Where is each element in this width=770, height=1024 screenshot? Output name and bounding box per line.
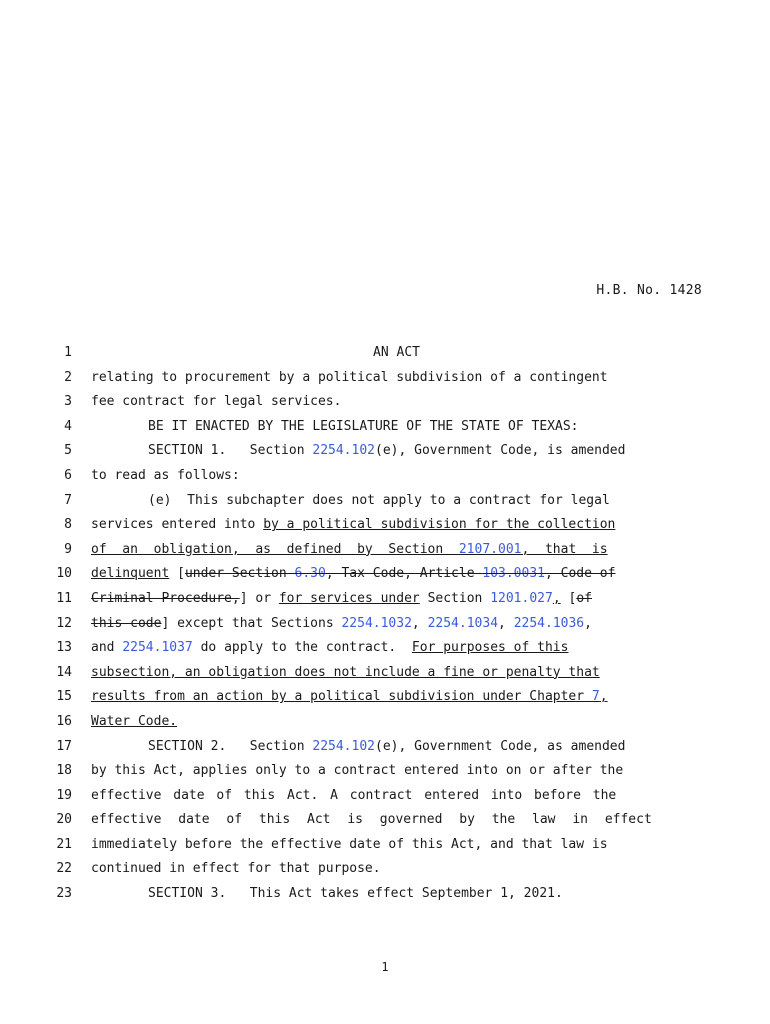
text-run: under Section — [184, 566, 295, 582]
line-11 — [0, 587, 770, 612]
line-17 — [0, 735, 770, 760]
text-run: SECTION 1. Section — [148, 443, 313, 459]
line-4 — [0, 415, 770, 440]
text-run: (e), Government Code, as amended — [375, 738, 626, 754]
text-run: , — [584, 615, 592, 631]
text-run: of an obligation, as defined by Section — [91, 541, 459, 557]
body-text — [91, 562, 702, 587]
page-number: 1 — [381, 960, 389, 974]
line-number: 20 — [56, 812, 72, 828]
statute-link[interactable]: 6.30 — [294, 566, 326, 582]
line-5 — [0, 439, 770, 464]
body-text — [91, 513, 702, 538]
inserted-text: For purposes of this — [411, 640, 569, 656]
statute-link[interactable]: 7 — [591, 689, 600, 705]
inserted-text: delinquent — [91, 566, 170, 582]
text-run: and — [91, 640, 123, 656]
deleted-text: Criminal Procedure, — [91, 590, 240, 606]
text-run: results from an action by a political subdivision under Chapter — [91, 689, 592, 705]
line-number: 3 — [64, 394, 72, 410]
inserted-text: subsection, an obligation does not include a fine or penalty that — [91, 664, 600, 680]
line-20 — [0, 808, 770, 833]
line-number: 16 — [56, 713, 72, 729]
text-run: , Tax Code, Article — [325, 566, 483, 582]
line-10 — [0, 562, 770, 587]
line-number: 7 — [64, 492, 72, 508]
inserted-text — [91, 685, 702, 710]
section-2-intro — [91, 735, 702, 760]
inserted-text: by a political subdivision for the collection — [263, 517, 616, 533]
line-number: 11 — [56, 590, 72, 606]
text-run: [ — [560, 590, 577, 606]
body-text: effective date of this Act. A contract entered into before the — [91, 787, 617, 803]
body-text: effective date of this Act is governed by the law in effect — [91, 812, 652, 828]
line-14 — [0, 661, 770, 686]
line-number: 12 — [56, 615, 72, 631]
line-number: 2 — [64, 369, 72, 385]
inserted-text: , — [552, 590, 561, 606]
body-text — [91, 587, 702, 612]
line-number: 14 — [56, 664, 72, 680]
body-text — [91, 636, 702, 661]
text-run: ] except that Sections — [161, 615, 342, 631]
line-9 — [0, 538, 770, 563]
inserted-text: for services under — [278, 590, 420, 606]
line-7 — [0, 489, 770, 514]
text-run: services entered into — [91, 517, 264, 533]
deleted-text: this code — [91, 615, 162, 631]
bill-number: H.B. No. 1428 — [596, 283, 702, 298]
enacting-clause: BE IT ENACTED BY THE LEGISLATURE OF THE STATE OF TEXAS: — [148, 418, 579, 434]
text-run: , — [599, 689, 608, 705]
inserted-text — [91, 538, 702, 563]
text-run: (e), Government Code, is amended — [375, 443, 626, 459]
statute-link[interactable]: 2107.001 — [458, 541, 522, 557]
section-1-intro — [91, 439, 702, 464]
line-number: 4 — [64, 418, 72, 434]
line-number: 6 — [64, 467, 72, 483]
text-run: , that is — [521, 541, 608, 557]
line-19 — [0, 784, 770, 809]
statute-link[interactable]: 2254.102 — [312, 738, 375, 754]
text-run: do apply to the contract. — [192, 640, 412, 656]
line-3 — [0, 390, 770, 415]
statute-link[interactable]: 2254.1032 — [341, 615, 412, 631]
line-22 — [0, 857, 770, 882]
line-6 — [0, 464, 770, 489]
text-run: , — [411, 615, 428, 631]
body-text: continued in effect for that purpose. — [91, 861, 381, 877]
line-1 — [0, 341, 770, 366]
statute-link[interactable]: 2254.1036 — [513, 615, 585, 631]
body-text: (e) This subchapter does not apply to a contract for legal — [148, 492, 610, 508]
body-text: by this Act, applies only to a contract entered into on or after the — [91, 763, 624, 779]
statute-link[interactable]: 1201.027 — [490, 590, 553, 606]
section-3: SECTION 3. This Act takes effect September 1, 2021. — [148, 886, 563, 902]
line-number: 9 — [64, 541, 72, 557]
line-number: 5 — [64, 443, 72, 459]
inserted-text: Water Code. — [91, 713, 178, 729]
line-number: 23 — [56, 886, 72, 902]
line-8 — [0, 513, 770, 538]
line-18 — [0, 759, 770, 784]
text-run: ] or — [239, 590, 279, 606]
statute-link[interactable]: 2254.102 — [312, 443, 375, 459]
text-run: Section — [419, 590, 491, 606]
line-23 — [0, 882, 770, 907]
line-12 — [0, 612, 770, 637]
statute-link[interactable]: 2254.1037 — [122, 640, 193, 656]
line-number: 1 — [64, 345, 72, 360]
text-run: , — [498, 615, 514, 631]
line-number: 15 — [56, 689, 72, 705]
body-text — [91, 612, 702, 637]
line-2 — [0, 366, 770, 391]
line-number: 21 — [56, 836, 72, 852]
line-number: 18 — [56, 763, 72, 779]
line-16 — [0, 710, 770, 735]
line-number: 19 — [56, 787, 72, 803]
line-number: 17 — [56, 738, 72, 754]
text-run: , Code of — [545, 566, 616, 582]
statute-link[interactable]: 103.0031 — [482, 566, 545, 582]
body-text: immediately before the effective date of this Act, and that law is — [91, 836, 608, 852]
line-21 — [0, 833, 770, 858]
deleted-text — [185, 566, 616, 581]
text-run: SECTION 2. Section — [148, 738, 313, 754]
body-text: to read as follows: — [91, 467, 240, 483]
line-15 — [0, 685, 770, 710]
caption-text: relating to procurement by a political subdivision of a contingent — [91, 369, 608, 385]
line-number: 8 — [64, 517, 72, 533]
caption-text: fee contract for legal services. — [91, 394, 342, 410]
line-number: 13 — [56, 640, 72, 656]
act-heading: AN ACT — [373, 345, 420, 360]
statute-link[interactable]: 2254.1034 — [427, 615, 499, 631]
bill-text — [0, 341, 770, 907]
line-13 — [0, 636, 770, 661]
text-run: [ — [169, 566, 185, 582]
line-number: 10 — [56, 566, 72, 582]
line-number: 22 — [56, 861, 72, 877]
deleted-text: of — [576, 590, 592, 606]
